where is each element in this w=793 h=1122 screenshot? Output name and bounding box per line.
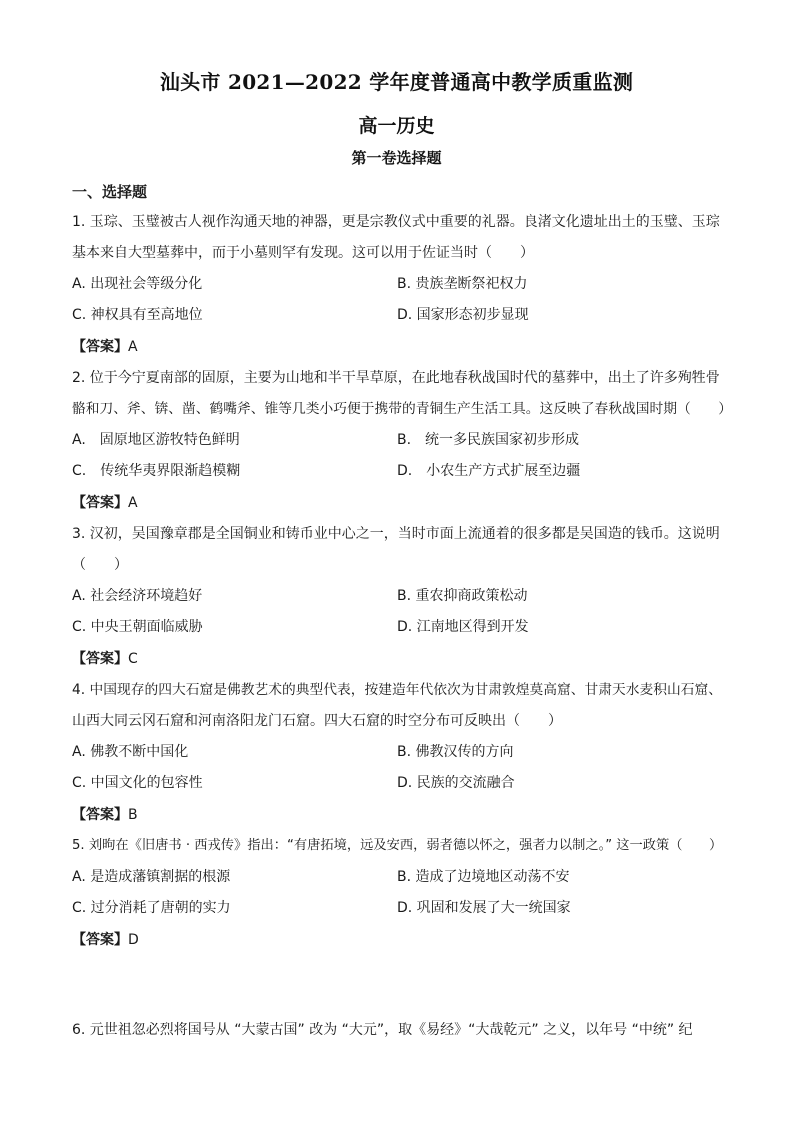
question-4-option-a: A. 佛教不断中国化 [72, 744, 189, 760]
question-4-line-1: 4. 中国现存的四大石窟是佛教艺术的典型代表，按建造年代依次为甘肃敦煌莫高窟、甘肃天水麦积山石窟、 [72, 682, 722, 698]
answer-value: D [128, 932, 139, 948]
exam-title: 汕头市 2021—2022 学年度普通高中教学质重监测 [159, 70, 634, 94]
question-4-answer [72, 805, 138, 825]
question-4-option-d: D. 民族的交流融合 [397, 775, 515, 791]
exam-subject: 高一历史 [358, 115, 435, 137]
question-4-line-2: 山西大同云冈石窟和河南洛阳龙门石窟。四大石窟的时空分布可反映出（ ） [72, 713, 562, 729]
question-5-option-a: A. 是造成藩镇割据的根源 [72, 869, 231, 885]
question-5-option-c: C. 过分消耗了唐朝的实力 [72, 900, 231, 916]
answer-label: 【答案】 [72, 651, 128, 667]
question-3-line-2: （ ） [72, 557, 128, 573]
question-4-option-b: B. 佛教汉传的方向 [397, 744, 514, 760]
question-4-option-c: C. 中国文化的包容性 [72, 775, 203, 791]
question-5-answer [72, 930, 139, 950]
answer-label: 【答案】 [72, 495, 128, 511]
question-3-option-c: C. 中央王朝面临威胁 [72, 619, 203, 635]
question-3-option-d: D. 江南地区得到开发 [397, 619, 529, 635]
question-2-line-2: 骼和刀、斧、锛、凿、鹤嘴斧、锥等几类小巧便于携带的青铜生产生活工具。这反映了春秋战国时期（ ） [72, 401, 733, 417]
question-1-option-c: C. 神权具有至高地位 [72, 307, 203, 323]
question-1-answer [72, 337, 138, 357]
section-heading: 一、选择题 [72, 183, 148, 201]
question-2-option-c: C. 传统华夷界限渐趋模糊 [72, 463, 241, 479]
question-5-line-1: 5. 刘昫在《旧唐书 · 西戎传》指出：“有唐拓境，远及安西，弱者德以怀之，强者力以制之。” 这一政策（ ） [72, 838, 723, 853]
answer-value: C [128, 651, 138, 667]
question-5-option-d: D. 巩固和发展了大一统国家 [397, 900, 571, 916]
question-3-option-a: A. 社会经济环境趋好 [72, 588, 203, 604]
question-1-line-1: 1. 玉琮、玉璧被古人视作沟通天地的神器，更是宗教仪式中重要的礼器。良渚文化遗址出土的玉璧、玉琮 [72, 214, 720, 230]
answer-value: A [128, 495, 138, 511]
question-2-option-a: A. 固原地区游牧特色鲜明 [72, 432, 240, 448]
question-6-line-1: 6. 元世祖忽必烈将国号从 “大蒙古国” 改为 “大元”，取《易经》“大哉乾元” 之义，以年号 “中统” 纪 [72, 1022, 693, 1038]
question-5-option-b: B. 造成了边境地区动荡不安 [397, 869, 570, 885]
question-3-answer [72, 649, 138, 669]
exam-part-heading: 第一卷选择题 [351, 149, 442, 167]
question-1-option-a: A. 出现社会等级分化 [72, 276, 203, 292]
question-3-line-1: 3. 汉初，吴国豫章郡是全国铜业和铸币业中心之一，当时市面上流通着的很多都是吴国造的钱币。这说明 [72, 526, 720, 542]
answer-label: 【答案】 [72, 807, 128, 823]
question-3-option-b: B. 重农抑商政策松动 [397, 588, 528, 604]
question-2-option-d: D. 小农生产方式扩展至边疆 [397, 463, 581, 479]
question-2-line-1: 2. 位于今宁夏南部的固原，主要为山地和半干旱草原，在此地春秋战国时代的墓葬中，出土了许多殉牲骨 [72, 370, 720, 386]
answer-label: 【答案】 [72, 932, 128, 948]
question-1-option-b: B. 贵族垄断祭祀权力 [397, 276, 528, 292]
question-2-answer [72, 493, 138, 513]
question-2-option-b: B. 统一多民族国家初步形成 [397, 432, 580, 448]
question-1-option-d: D. 国家形态初步显现 [397, 307, 529, 323]
question-1-line-2: 基本来自大型墓葬中，而于小墓则罕有发现。这可以用于佐证当时（ ） [72, 245, 534, 261]
answer-value: B [128, 807, 138, 823]
answer-label: 【答案】 [72, 339, 128, 355]
answer-value: A [128, 339, 138, 355]
